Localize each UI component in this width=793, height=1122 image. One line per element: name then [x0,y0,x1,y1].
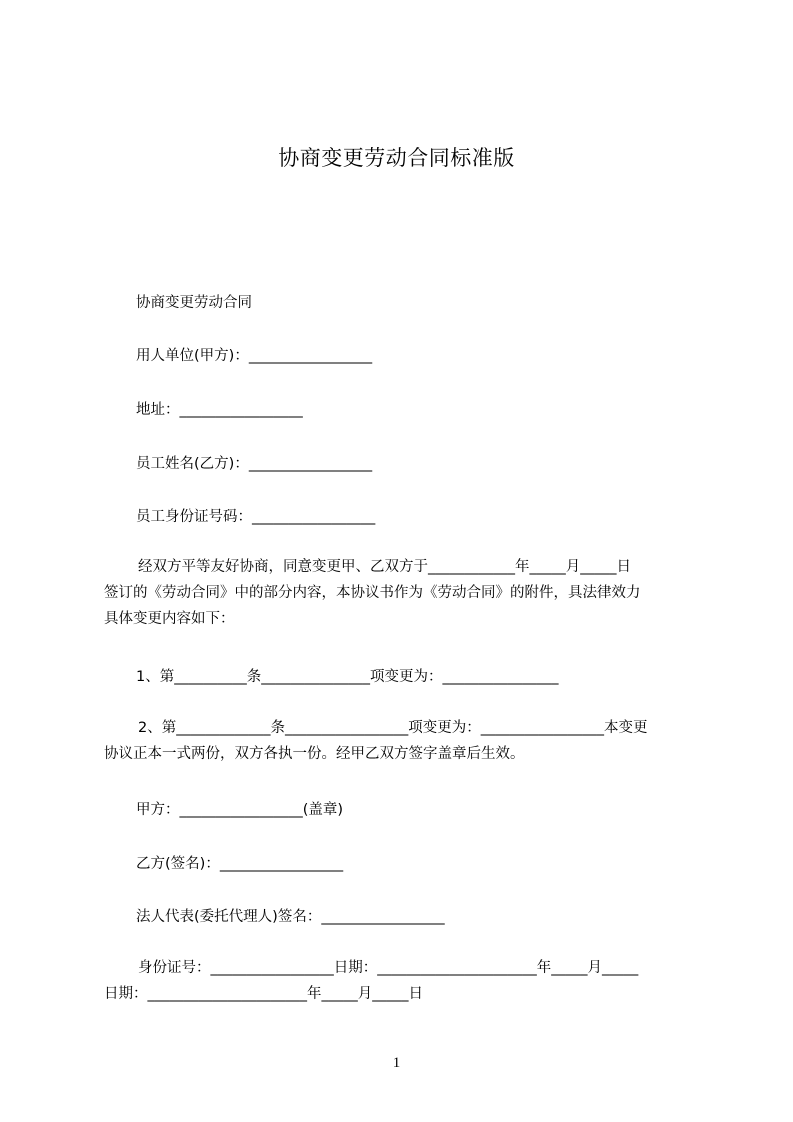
party-a-signature: 甲方：_________________(盖章) [136,802,344,818]
intro-line-3: 具体变更内容如下： [104,611,235,627]
intro-line-1: 经双方平等友好协商，同意变更甲、乙双方于____________年_____月_____日 [138,559,631,575]
employer-field: 用人单位(甲方)：_________________ [136,348,373,364]
page-number: 1 [392,1055,401,1071]
id-date-line-2: 日期：______________________年_____月_____日 [104,986,423,1002]
legal-rep-signature: 法人代表(委托代理人)签名：_________________ [136,909,445,925]
contract-heading: 协商变更劳动合同 [136,295,252,311]
change-item-2-line-1: 2、第_____________条_________________项变更为：_________________本变更 [138,720,648,736]
intro-paragraph [104,554,704,632]
change-item-2-line-2: 协议正本一式两份，双方各执一份。经甲乙双方签字盖章后生效。 [104,746,525,762]
change-item-2-paragraph [104,715,704,767]
id-date-line-1: 身份证号：_________________日期：______________________年_____月_____ [138,960,639,976]
party-b-signature: 乙方(签名)：_________________ [136,856,344,872]
document-title: 协商变更劳动合同标准版 [278,146,515,170]
id-date-paragraph [104,955,704,1007]
intro-line-2: 签订的《劳动合同》中的部分内容，本协议书作为《劳动合同》的附件，具法律效力 [104,585,641,601]
employee-name-field: 员工姓名(乙方)：_________________ [136,456,373,472]
employee-id-field: 员工身份证号码：_________________ [136,509,376,525]
address-field: 地址：_________________ [136,402,303,418]
change-item-1: 1、第__________条_______________项变更为：________________ [136,669,559,685]
